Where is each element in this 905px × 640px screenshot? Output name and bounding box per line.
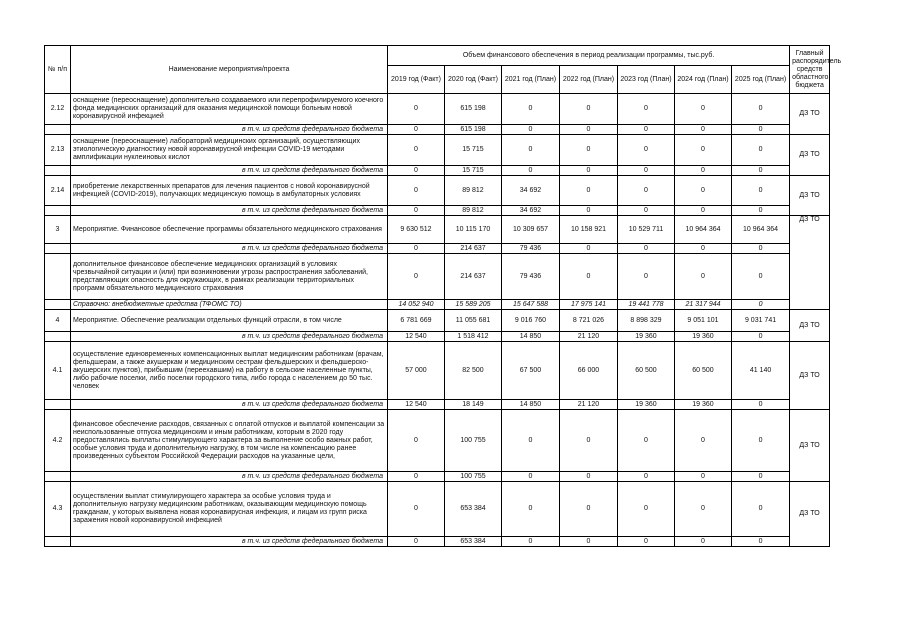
- cell-value: 10 964 364: [675, 216, 732, 244]
- cell-value: 0: [732, 472, 790, 482]
- cell-value: 0: [388, 244, 445, 254]
- row-name: оснащение (переоснащение) лабораторий медицинских организаций, осуществляющих этиологическую диагностику новой коронавирусной инфекции COVID-19 методами амплификации нуклеиновых кислот: [71, 135, 388, 166]
- row-number: [45, 537, 71, 547]
- row-number: [45, 472, 71, 482]
- cell-value: 0: [388, 94, 445, 125]
- cell-value: 79 436: [502, 244, 560, 254]
- row-name: Мероприятие. Обеспечение реализации отдельных функций отрасли, в том числе: [71, 310, 388, 332]
- cell-value: 19 360: [675, 400, 732, 410]
- cell-value: 15 715: [445, 166, 502, 176]
- cell-value: 0: [388, 254, 445, 300]
- cell-value: 0: [502, 537, 560, 547]
- cell-value: 12 540: [388, 400, 445, 410]
- row-number: [45, 254, 71, 300]
- table-row: [45, 206, 830, 216]
- cell-value: 14 052 940: [388, 300, 445, 310]
- cell-value: 0: [618, 482, 675, 537]
- table-row: [45, 125, 830, 135]
- cell-value: 0: [618, 135, 675, 166]
- cell-value: 0: [732, 332, 790, 342]
- cell-value: 0: [732, 254, 790, 300]
- cell-value: 0: [732, 244, 790, 254]
- cell-value: 615 198: [445, 94, 502, 125]
- row-number: 2.13: [45, 135, 71, 166]
- cell-value: 0: [560, 94, 618, 125]
- cell-value: 15 647 588: [502, 300, 560, 310]
- cell-value: 0: [388, 206, 445, 216]
- cell-value: 60 500: [618, 342, 675, 400]
- cell-value: 19 360: [675, 332, 732, 342]
- row-number: 3: [45, 216, 71, 244]
- row-name: в т.ч. из средств федерального бюджета: [71, 206, 388, 216]
- row-name: дополнительное финансовое обеспечение медицинских организаций в условиях чрезвычайной ситуации и (или) при возникновении угрозы распространения заболеваний, представляющих опасность для окружающих, в рамках реализации территориальных программ обязательного медицинского страхования: [71, 254, 388, 300]
- cell-value: 41 140: [732, 342, 790, 400]
- cell-value: 0: [675, 166, 732, 176]
- row-distributor: ДЗ ТО: [790, 94, 830, 135]
- cell-value: 653 384: [445, 537, 502, 547]
- cell-value: 0: [675, 244, 732, 254]
- table-row: [45, 300, 830, 310]
- cell-value: 0: [388, 125, 445, 135]
- row-name: в т.ч. из средств федерального бюджета: [71, 166, 388, 176]
- row-number: [45, 125, 71, 135]
- table-row: [45, 176, 830, 206]
- cell-value: 21 317 944: [675, 300, 732, 310]
- cell-value: 1 518 412: [445, 332, 502, 342]
- header-year: 2019 год (Факт): [388, 66, 445, 94]
- table-row: [45, 135, 830, 166]
- row-name: в т.ч. из средств федерального бюджета: [71, 244, 388, 254]
- table-row: [45, 94, 830, 125]
- table-row: [45, 482, 830, 537]
- cell-value: 0: [502, 472, 560, 482]
- cell-value: 15 715: [445, 135, 502, 166]
- cell-value: 0: [675, 125, 732, 135]
- table-row: [45, 342, 830, 400]
- cell-value: 0: [560, 254, 618, 300]
- cell-value: 100 755: [445, 472, 502, 482]
- cell-value: 0: [732, 166, 790, 176]
- cell-value: 0: [560, 135, 618, 166]
- cell-value: 79 436: [502, 254, 560, 300]
- table-row: [45, 244, 830, 254]
- cell-value: 0: [388, 166, 445, 176]
- table-row: [45, 332, 830, 342]
- cell-value: 0: [732, 410, 790, 472]
- cell-value: 0: [560, 244, 618, 254]
- table-row: [45, 537, 830, 547]
- cell-value: 0: [618, 410, 675, 472]
- cell-value: 0: [560, 176, 618, 206]
- cell-value: 0: [732, 400, 790, 410]
- table-row: [45, 410, 830, 472]
- cell-value: 9 016 760: [502, 310, 560, 332]
- row-name: осуществлении выплат стимулирующего характера за особые условия труда и дополнительную нагрузку медицинским работникам, оказывающим медицинскую помощь гражданам, у которых выявлена новая коронавирусная инфекция, и лицам из групп риска заражения новой коронавирусной инфекцией: [71, 482, 388, 537]
- cell-value: 66 000: [560, 342, 618, 400]
- cell-value: 12 540: [388, 332, 445, 342]
- row-name: в т.ч. из средств федерального бюджета: [71, 472, 388, 482]
- cell-value: 0: [675, 176, 732, 206]
- cell-value: 19 360: [618, 332, 675, 342]
- table-row: [45, 254, 830, 300]
- cell-value: 0: [618, 94, 675, 125]
- row-distributor: ДЗ ТО: [790, 410, 830, 482]
- row-name: осуществление единовременных компенсационных выплат медицинским работникам (врачам, фельдшерам, а также акушеркам и медицинским сестрам фельдшерских и фельдшерско-акушерских пунктов), прибывшим (переехавшим) на работу в сельские населенные пункты, либо рабочие поселки, либо поселки городского типа, либо города с населением до 50 тыс. человек: [71, 342, 388, 400]
- cell-value: 15 589 205: [445, 300, 502, 310]
- cell-value: 0: [732, 94, 790, 125]
- cell-value: 615 198: [445, 125, 502, 135]
- row-distributor: ДЗ ТО: [790, 342, 830, 410]
- cell-value: 0: [675, 537, 732, 547]
- cell-value: 0: [560, 472, 618, 482]
- cell-value: 34 692: [502, 206, 560, 216]
- cell-value: 82 500: [445, 342, 502, 400]
- cell-value: 0: [388, 135, 445, 166]
- row-name: финансовое обеспечение расходов, связанных с оплатой отпусков и выплатой компенсации за неиспользованные отпуска медицинским и иным работникам, которым в 2020 году предоставлялись выплаты стимулирующего характера за выполнение особо важных работ, особые условия труда и дополнительную нагрузку, в том числе на компенсацию ранее произведенных субъектом Российской Федерации расходов на указанные цели,: [71, 410, 388, 472]
- row-number: 4.1: [45, 342, 71, 400]
- header-year: 2024 год (План): [675, 66, 732, 94]
- cell-value: 0: [560, 206, 618, 216]
- cell-value: 0: [732, 482, 790, 537]
- row-number: 2.12: [45, 94, 71, 125]
- cell-value: 17 975 141: [560, 300, 618, 310]
- cell-value: 0: [560, 537, 618, 547]
- cell-value: 0: [502, 482, 560, 537]
- row-number: 4: [45, 310, 71, 332]
- cell-value: 0: [502, 410, 560, 472]
- row-name: оснащение (переоснащение) дополнительно создаваемого или перепрофилируемого коечного фонда медицинских организаций для оказания медицинской помощи больным новой коронавирусной инфекцией: [71, 94, 388, 125]
- table-row: [45, 166, 830, 176]
- header-name: Наименование мероприятия/проекта: [71, 46, 388, 94]
- cell-value: 0: [675, 254, 732, 300]
- row-number: 2.14: [45, 176, 71, 206]
- cell-value: 0: [618, 254, 675, 300]
- cell-value: 0: [618, 176, 675, 206]
- cell-value: 0: [560, 482, 618, 537]
- cell-value: 34 692: [502, 176, 560, 206]
- cell-value: 10 529 711: [618, 216, 675, 244]
- cell-value: 0: [560, 125, 618, 135]
- cell-value: 6 781 669: [388, 310, 445, 332]
- cell-value: 0: [502, 125, 560, 135]
- cell-value: 60 500: [675, 342, 732, 400]
- cell-value: 0: [732, 176, 790, 206]
- cell-value: 0: [618, 166, 675, 176]
- header-year: 2020 год (Факт): [445, 66, 502, 94]
- header-year: 2025 год (План): [732, 66, 790, 94]
- row-name: в т.ч. из средств федерального бюджета: [71, 125, 388, 135]
- row-name: в т.ч. из средств федерального бюджета: [71, 400, 388, 410]
- cell-value: 100 755: [445, 410, 502, 472]
- cell-value: 10 309 657: [502, 216, 560, 244]
- cell-value: 653 384: [445, 482, 502, 537]
- cell-value: 0: [675, 482, 732, 537]
- row-number: 4.3: [45, 482, 71, 537]
- cell-value: 0: [675, 472, 732, 482]
- cell-value: 8 721 026: [560, 310, 618, 332]
- cell-value: 8 898 329: [618, 310, 675, 332]
- cell-value: 0: [388, 176, 445, 206]
- cell-value: 0: [732, 125, 790, 135]
- cell-value: 0: [388, 482, 445, 537]
- table-row: [45, 216, 830, 244]
- row-number: [45, 166, 71, 176]
- cell-value: 14 850: [502, 332, 560, 342]
- cell-value: 67 500: [502, 342, 560, 400]
- cell-value: 0: [618, 472, 675, 482]
- row-number: 4.2: [45, 410, 71, 472]
- cell-value: 0: [502, 135, 560, 166]
- cell-value: 0: [732, 537, 790, 547]
- row-name: в т.ч. из средств федерального бюджета: [71, 332, 388, 342]
- header-funding: Объем финансового обеспечения в период реализации программы, тыс.руб.: [388, 46, 790, 66]
- header-num: № п/п: [45, 46, 71, 94]
- row-number: [45, 206, 71, 216]
- header-year: 2021 год (План): [502, 66, 560, 94]
- table-row: [45, 472, 830, 482]
- cell-value: 9 630 512: [388, 216, 445, 244]
- row-number: [45, 300, 71, 310]
- cell-value: 57 000: [388, 342, 445, 400]
- cell-value: 0: [732, 135, 790, 166]
- cell-value: 18 149: [445, 400, 502, 410]
- row-number: [45, 332, 71, 342]
- header-year: 2023 год (План): [618, 66, 675, 94]
- cell-value: 0: [560, 410, 618, 472]
- cell-value: 0: [388, 537, 445, 547]
- cell-value: 0: [675, 206, 732, 216]
- cell-value: 9 031 741: [732, 310, 790, 332]
- cell-value: 0: [732, 206, 790, 216]
- cell-value: 21 120: [560, 400, 618, 410]
- cell-value: 0: [675, 410, 732, 472]
- cell-value: 10 158 921: [560, 216, 618, 244]
- cell-value: 0: [388, 410, 445, 472]
- cell-value: 10 115 170: [445, 216, 502, 244]
- row-name: Справочно: внебюджетные средства (ТФОМС ТО): [71, 300, 388, 310]
- cell-value: 0: [618, 537, 675, 547]
- cell-value: 214 637: [445, 254, 502, 300]
- cell-value: 214 637: [445, 244, 502, 254]
- row-distributor: ДЗ ТО: [790, 482, 830, 547]
- header-year: 2022 год (План): [560, 66, 618, 94]
- funding-table: [44, 45, 842, 547]
- cell-value: 0: [732, 300, 790, 310]
- row-distributor: ДЗ ТО: [790, 135, 830, 176]
- row-name: приобретение лекарственных препаратов для лечения пациентов с новой коронавирусной инфекцией (COVID-2019), получающих медицинскую помощь в амбулаторных условиях: [71, 176, 388, 206]
- row-name: в т.ч. из средств федерального бюджета: [71, 537, 388, 547]
- cell-value: 0: [618, 125, 675, 135]
- cell-value: 14 850: [502, 400, 560, 410]
- cell-value: 0: [618, 206, 675, 216]
- cell-value: 0: [388, 472, 445, 482]
- row-name: Мероприятие. Финансовое обеспечение программы обязательного медицинского страхования: [71, 216, 388, 244]
- cell-value: 89 812: [445, 176, 502, 206]
- cell-value: 89 812: [445, 206, 502, 216]
- cell-value: 9 051 101: [675, 310, 732, 332]
- cell-value: 0: [502, 94, 560, 125]
- cell-value: 0: [675, 135, 732, 166]
- cell-value: 19 441 778: [618, 300, 675, 310]
- cell-value: 0: [502, 166, 560, 176]
- row-distributor: ДЗ ТО: [790, 216, 830, 310]
- table-row: [45, 310, 830, 332]
- cell-value: 19 360: [618, 400, 675, 410]
- cell-value: 0: [618, 244, 675, 254]
- table-row: [45, 400, 830, 410]
- cell-value: 21 120: [560, 332, 618, 342]
- cell-value: 11 055 681: [445, 310, 502, 332]
- cell-value: 10 964 364: [732, 216, 790, 244]
- cell-value: 0: [675, 94, 732, 125]
- header-distributor: Главный распорядитель средств областного бюджета: [790, 46, 830, 94]
- row-number: [45, 244, 71, 254]
- row-distributor: ДЗ ТО: [790, 310, 830, 342]
- row-distributor: ДЗ ТО: [790, 176, 830, 216]
- row-number: [45, 400, 71, 410]
- cell-value: 0: [560, 166, 618, 176]
